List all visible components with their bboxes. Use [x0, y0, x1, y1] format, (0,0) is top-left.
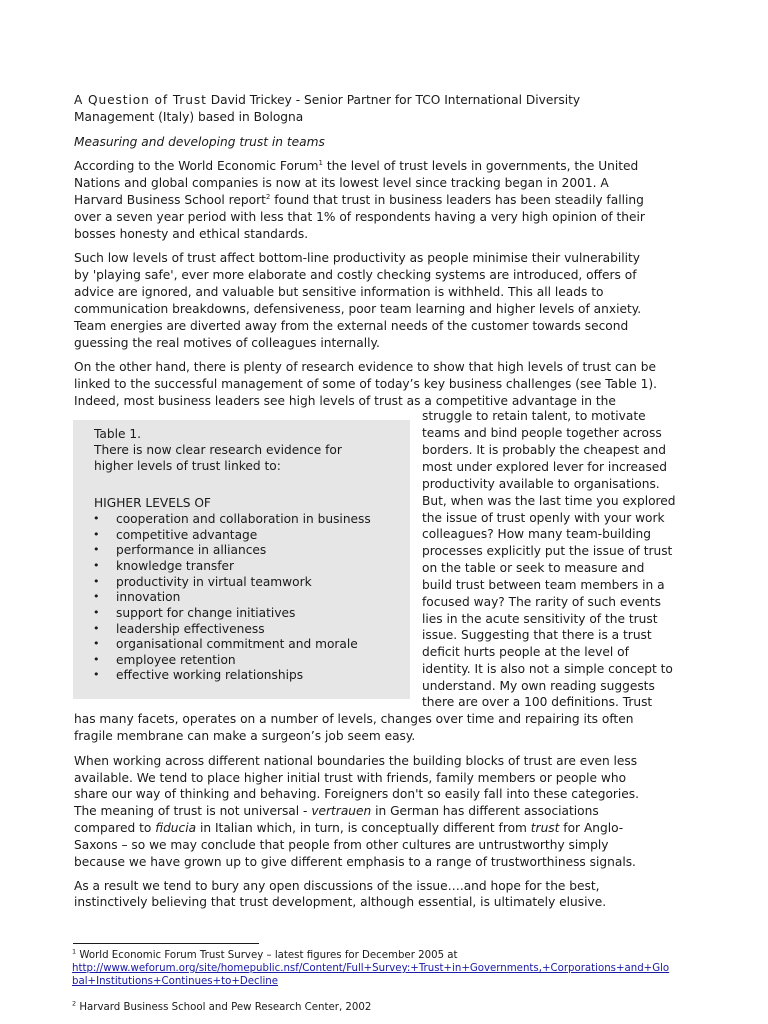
wrap-text-line: most under explored lever for increased — [422, 460, 668, 474]
paragraph-4-line: because we have grown up to give different emphasis to a range of trustworthiness signals. — [74, 855, 636, 869]
paragraph-1-line: Nations and global companies is now at its lowest level since tracking began in 2001. A — [74, 176, 609, 190]
bullet-icon: • — [93, 653, 100, 666]
paragraph-2-line: by 'playing safe', ever more elaborate and costly checking systems are introduced, offers of — [74, 268, 637, 282]
wrap-text-line: on the table or seek to measure and — [422, 561, 645, 575]
paragraph-1-line: bosses honesty and ethical standards. — [74, 227, 309, 241]
text-run: Harvard Business School report — [74, 193, 266, 207]
list-item: innovation — [116, 590, 181, 604]
title-author: David Trickey - Senior Partner for TCO International Diversity — [206, 93, 581, 107]
footnote-ref-1: 1 — [318, 158, 323, 167]
list-item: productivity in virtual teamwork — [116, 575, 312, 589]
footnote-text: World Economic Forum Trust Survey – latest figures for December 2005 at — [76, 950, 458, 961]
paragraph-4-line: Saxons – so we may conclude that people from other cultures are untrustworthy simply — [74, 838, 609, 852]
text-run: the level of trust levels in governments, the United — [323, 159, 639, 173]
paragraph-2-line: communication breakdowns, defensiveness, poor team learning and higher levels of anxiety. — [74, 302, 642, 316]
footnote-1 — [72, 949, 458, 963]
emphasis-word: fiducia — [155, 821, 197, 835]
bullet-icon: • — [93, 559, 100, 572]
text-run: According to the World Economic Forum — [74, 159, 319, 173]
bullet-icon: • — [93, 590, 100, 603]
wrap-text-line: identity. It is also not a simple concept to — [422, 662, 673, 676]
list-item: effective working relationships — [116, 668, 304, 682]
list-item: cooperation and collaboration in business — [116, 512, 371, 526]
bullet-icon: • — [93, 543, 100, 556]
document-title-line-2: Management (Italy) based in Bologna — [74, 110, 304, 124]
bullet-icon: • — [93, 637, 100, 650]
bullet-icon: • — [93, 622, 100, 635]
text-run: for Anglo- — [559, 821, 624, 835]
paragraph-4-line — [74, 803, 599, 820]
paragraph-3-line: linked to the successful management of some of today’s key business challenges (see Table 1). — [74, 377, 658, 391]
footnote-number: 1 — [72, 947, 77, 956]
paragraph-1-line: over a seven year period with less that 1% of respondents having a very high opinion of their — [74, 210, 645, 224]
paragraph-3-line: Indeed, most business leaders see high levels of trust as a competitive advantage in the — [74, 394, 616, 408]
list-item: leadership effectiveness — [116, 622, 265, 636]
wrap-text-line: focused way? The rarity of such events — [422, 595, 661, 609]
table-1-box — [73, 420, 410, 699]
table-title: Table 1. — [94, 427, 142, 441]
paragraph-2-line: Team energies are diverted away from the external needs of the customer towards second — [74, 319, 629, 333]
paragraph-5-line: As a result we tend to bury any open discussions of the issue….and hope for the best, — [74, 879, 600, 893]
footnote-ref-2: 2 — [265, 192, 271, 201]
wrap-text-line: teams and bind people together across — [422, 426, 662, 440]
wrap-text-line: understand. My own reading suggests — [422, 679, 655, 693]
document-subtitle: Measuring and developing trust in teams — [74, 135, 325, 149]
emphasis-word: trust — [530, 821, 560, 835]
paragraph-1-line — [74, 158, 638, 175]
list-item: employee retention — [116, 653, 236, 667]
paragraph-3-line: On the other hand, there is plenty of research evidence to show that high levels of trust can be — [74, 360, 656, 374]
paragraph-4-line — [74, 820, 623, 837]
paragraph-5-line: instinctively believing that trust development, although essential, is ultimately elusive. — [74, 895, 607, 909]
bullet-icon: • — [93, 512, 100, 525]
text-run: in Italian which, in turn, is conceptually different from — [196, 821, 531, 835]
table-description: There is now clear research evidence for — [94, 443, 342, 457]
footnote-2 — [72, 1001, 371, 1015]
footnote-1-link-continued[interactable]: bal+Institutions+Continues+to+Decline — [72, 976, 278, 987]
paragraph-3-line: fragile membrane can make a surgeon’s job seem easy. — [74, 729, 416, 743]
paragraph-3-line: has many facets, operates on a number of levels, changes over time and repairing its often — [74, 712, 634, 726]
wrap-text-line: there are over a 100 definitions. Trust — [422, 695, 653, 709]
list-item: knowledge transfer — [116, 559, 235, 573]
list-item: organisational commitment and morale — [116, 637, 358, 651]
wrap-text-line: colleagues? How many team-building — [422, 527, 651, 541]
emphasis-word: vertrauen — [311, 804, 372, 818]
footnote-number: 2 — [72, 999, 77, 1008]
paragraph-4-line: When working across different national boundaries the building blocks of trust are even less — [74, 754, 638, 768]
footnote-1-link[interactable]: http://www.weforum.org/site/homepublic.nsf/Content/Full+Survey:+Trust+in+Governments,+Corporations+and+Glo — [72, 963, 670, 974]
wrap-text-line: deficit hurts people at the level of — [422, 645, 629, 659]
paragraph-2-line: advice are ignored, and valuable but sensitive information is withheld. This all leads to — [74, 285, 604, 299]
wrap-text-line: borders. It is probably the cheapest and — [422, 443, 666, 457]
bullet-icon: • — [93, 668, 100, 681]
footnote-text: Harvard Business School and Pew Research Center, 2002 — [76, 1002, 372, 1013]
wrap-text-line: struggle to retain talent, to motivate — [422, 409, 646, 423]
paragraph-4-line: share our way of thinking and behaving. Foreigners don't so easily fall into these categories. — [74, 787, 640, 801]
wrap-text-line: issue. Suggesting that there is a trust — [422, 628, 652, 642]
text-run: in German has different associations — [371, 804, 599, 818]
text-run: found that trust in business leaders has been steadily falling — [270, 193, 644, 207]
document-title-line-1 — [74, 92, 580, 109]
wrap-text-line: processes explicitly put the issue of trust — [422, 544, 673, 558]
title-lead: A Question of Trust — [74, 93, 207, 107]
list-item: support for change initiatives — [116, 606, 296, 620]
bullet-icon: • — [93, 528, 100, 541]
paragraph-1-line — [74, 192, 644, 209]
list-item: performance in alliances — [116, 543, 267, 557]
table-description: higher levels of trust linked to: — [94, 459, 281, 473]
paragraph-2-line: Such low levels of trust affect bottom-line productivity as people minimise their vulnerability — [74, 251, 640, 265]
bullet-icon: • — [93, 606, 100, 619]
bullet-icon: • — [93, 575, 100, 588]
text-run: compared to — [74, 821, 156, 835]
footnote-separator — [73, 943, 259, 944]
paragraph-4-line: available. We tend to place higher initial trust with friends, family members or people who — [74, 771, 627, 785]
wrap-text-line: the issue of trust openly with your work — [422, 511, 665, 525]
wrap-text-line: lies in the acute sensitivity of the trust — [422, 612, 658, 626]
wrap-text-line: build trust between team members in a — [422, 578, 665, 592]
paragraph-2-line: guessing the real motives of colleagues internally. — [74, 336, 380, 350]
table-heading: HIGHER LEVELS OF — [94, 496, 211, 510]
wrap-text-line: But, when was the last time you explored — [422, 494, 676, 508]
wrap-text-line: productivity available to organisations. — [422, 477, 660, 491]
list-item: competitive advantage — [116, 528, 258, 542]
text-run: The meaning of trust is not universal - — [74, 804, 312, 818]
